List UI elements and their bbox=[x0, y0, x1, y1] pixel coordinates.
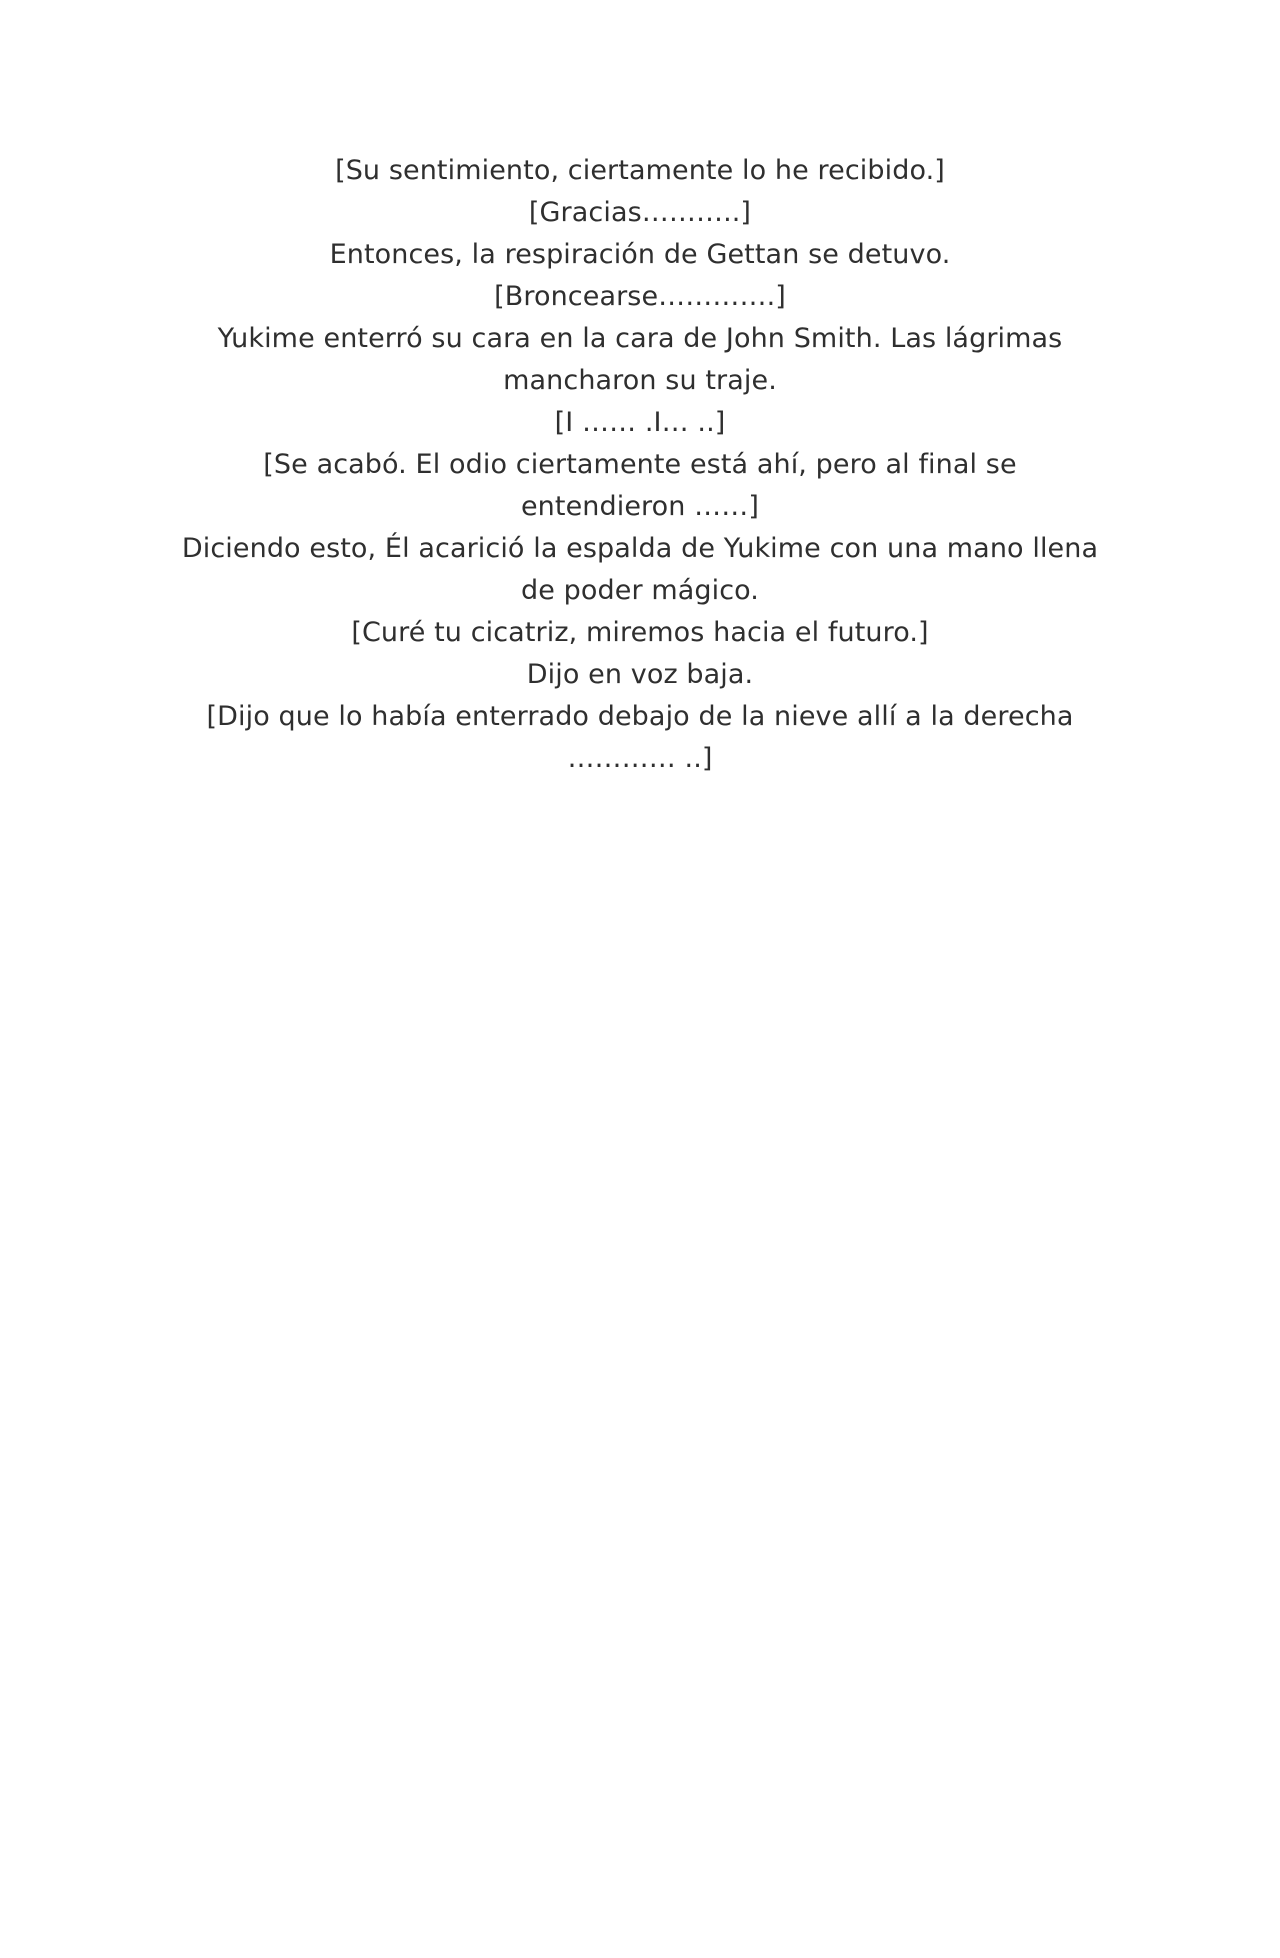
dialogue-line: [Gracias………..] bbox=[528, 197, 752, 228]
dialogue-line: [Dijo que lo había enterrado debajo de la nieve allí a la derecha ………… ..] bbox=[206, 701, 1074, 774]
story-text bbox=[180, 150, 1100, 780]
dialogue-line: [Curé tu cicatriz, miremos hacia el futuro.] bbox=[351, 617, 929, 648]
dialogue-line: [Su sentimiento, ciertamente lo he recibido.] bbox=[335, 155, 945, 186]
dialogue-line: [I …… .I… ..] bbox=[554, 407, 726, 438]
narration-line: Diciendo esto, Él acarició la espalda de Yukime con una mano llena de poder mágico. bbox=[181, 533, 1099, 606]
narration-line: Yukime enterró su cara en la cara de John Smith. Las lágrimas mancharon su traje. bbox=[217, 323, 1063, 396]
dialogue-line: [Broncearse………….] bbox=[494, 281, 786, 312]
dialogue-line: [Se acabó. El odio ciertamente está ahí, pero al final se entendieron ……] bbox=[263, 449, 1017, 522]
narration-line: Entonces, la respiración de Gettan se detuvo. bbox=[329, 239, 951, 270]
narration-line: Dijo en voz baja. bbox=[526, 659, 754, 690]
